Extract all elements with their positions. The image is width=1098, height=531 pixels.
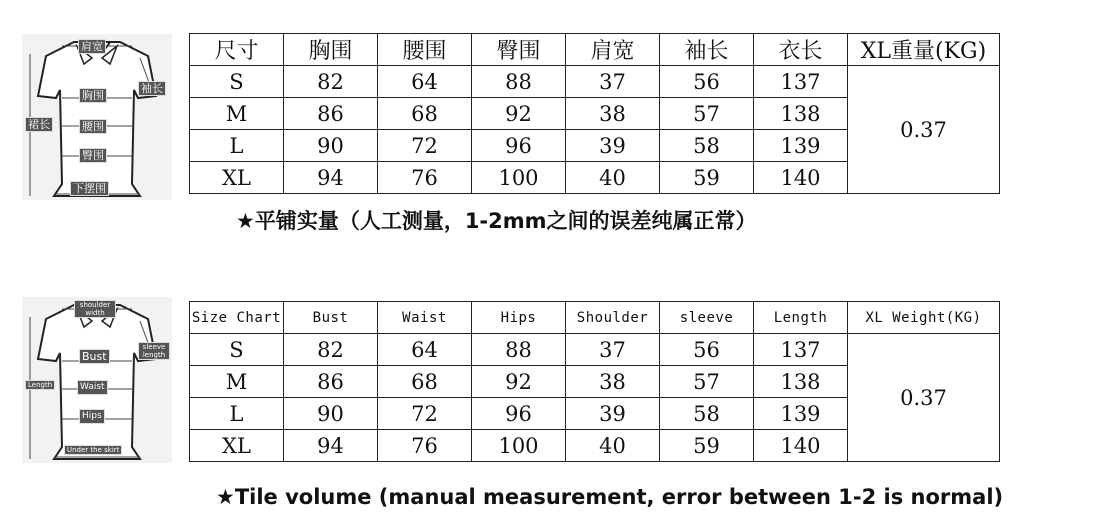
value-cell: 96 <box>472 130 566 162</box>
table-header-row <box>190 302 1000 334</box>
label-length-en: Length <box>25 380 55 390</box>
value-cell: 40 <box>566 430 660 462</box>
value-cell: 38 <box>566 366 660 398</box>
label-shoulder-width-en: shoulder width <box>74 300 116 318</box>
value-cell: 56 <box>660 334 754 366</box>
size-cell: L <box>190 398 284 430</box>
value-cell: 39 <box>566 130 660 162</box>
label-shoulder-width-cn: 肩宽 <box>78 39 106 54</box>
value-cell: 90 <box>284 130 378 162</box>
value-cell: 86 <box>284 366 378 398</box>
value-cell: 58 <box>660 130 754 162</box>
size-table-en <box>189 301 1000 462</box>
header-cell: Size Chart <box>190 302 284 334</box>
value-cell: 68 <box>378 98 472 130</box>
value-cell: 76 <box>378 430 472 462</box>
weight-cell: 0.37 <box>848 66 1000 194</box>
size-cell: XL <box>190 430 284 462</box>
value-cell: 72 <box>378 398 472 430</box>
value-cell: 100 <box>472 430 566 462</box>
value-cell: 82 <box>284 66 378 98</box>
value-cell: 38 <box>566 98 660 130</box>
header-cell: Shoulder <box>566 302 660 334</box>
weight-cell: 0.37 <box>848 334 1000 462</box>
header-cell: 衣长 <box>754 34 848 66</box>
value-cell: 100 <box>472 162 566 194</box>
value-cell: 94 <box>284 162 378 194</box>
label-waist-cn: 腰围 <box>79 119 107 134</box>
value-cell: 140 <box>754 430 848 462</box>
header-cell: 尺寸 <box>190 34 284 66</box>
header-cell: Hips <box>472 302 566 334</box>
label-hem-cn: 下摆围 <box>70 181 109 196</box>
value-cell: 86 <box>284 98 378 130</box>
value-cell: 82 <box>284 334 378 366</box>
caption-cn: ★平铺实量（人工测量，1-2mm之间的误差纯属正常） <box>236 209 757 233</box>
value-cell: 56 <box>660 66 754 98</box>
value-cell: 40 <box>566 162 660 194</box>
header-cell: Waist <box>378 302 472 334</box>
header-cell: 胸围 <box>284 34 378 66</box>
header-cell: 臀围 <box>472 34 566 66</box>
label-bust-cn: 胸围 <box>79 88 107 103</box>
value-cell: 76 <box>378 162 472 194</box>
value-cell: 64 <box>378 334 472 366</box>
header-cell: 腰围 <box>378 34 472 66</box>
value-cell: 90 <box>284 398 378 430</box>
value-cell: 39 <box>566 398 660 430</box>
header-cell: Bust <box>284 302 378 334</box>
value-cell: 72 <box>378 130 472 162</box>
label-sleeve-length-en: sleeve length <box>138 342 170 360</box>
value-cell: 96 <box>472 398 566 430</box>
value-cell: 137 <box>754 334 848 366</box>
value-cell: 68 <box>378 366 472 398</box>
value-cell: 88 <box>472 66 566 98</box>
value-cell: 37 <box>566 334 660 366</box>
value-cell: 138 <box>754 366 848 398</box>
value-cell: 58 <box>660 398 754 430</box>
value-cell: 92 <box>472 98 566 130</box>
label-hips-cn: 臀围 <box>79 148 107 163</box>
value-cell: 139 <box>754 130 848 162</box>
value-cell: 57 <box>660 98 754 130</box>
value-cell: 88 <box>472 334 566 366</box>
size-cell: L <box>190 130 284 162</box>
size-table-cn <box>189 33 1000 194</box>
value-cell: 94 <box>284 430 378 462</box>
label-hem-en: Under the skirt <box>64 445 122 455</box>
label-waist-en: Waist <box>77 380 108 395</box>
size-cell: XL <box>190 162 284 194</box>
label-hips-en: Hips <box>79 409 105 424</box>
value-cell: 140 <box>754 162 848 194</box>
size-cell: S <box>190 66 284 98</box>
header-cell: Length <box>754 302 848 334</box>
dress-diagram-en <box>22 297 172 463</box>
value-cell: 64 <box>378 66 472 98</box>
value-cell: 92 <box>472 366 566 398</box>
value-cell: 57 <box>660 366 754 398</box>
label-length-cn: 裙长 <box>25 117 53 132</box>
size-cell: M <box>190 98 284 130</box>
value-cell: 59 <box>660 430 754 462</box>
header-cell: sleeve <box>660 302 754 334</box>
size-cell: M <box>190 366 284 398</box>
header-cell: XL重量(KG) <box>848 34 1000 66</box>
label-bust-en: Bust <box>79 349 110 364</box>
table-row <box>190 334 1000 366</box>
value-cell: 137 <box>754 66 848 98</box>
header-cell: 肩宽 <box>566 34 660 66</box>
size-cell: S <box>190 334 284 366</box>
value-cell: 139 <box>754 398 848 430</box>
value-cell: 138 <box>754 98 848 130</box>
header-cell: XL Weight(KG) <box>848 302 1000 334</box>
value-cell: 37 <box>566 66 660 98</box>
dress-diagram-cn <box>22 34 172 200</box>
value-cell: 59 <box>660 162 754 194</box>
table-row <box>190 66 1000 98</box>
table-header-row <box>190 34 1000 66</box>
caption-en: ★Tile volume (manual measurement, error between 1-2 is normal) <box>216 485 1004 509</box>
label-sleeve-length-cn: 袖长 <box>138 81 166 96</box>
header-cell: 袖长 <box>660 34 754 66</box>
